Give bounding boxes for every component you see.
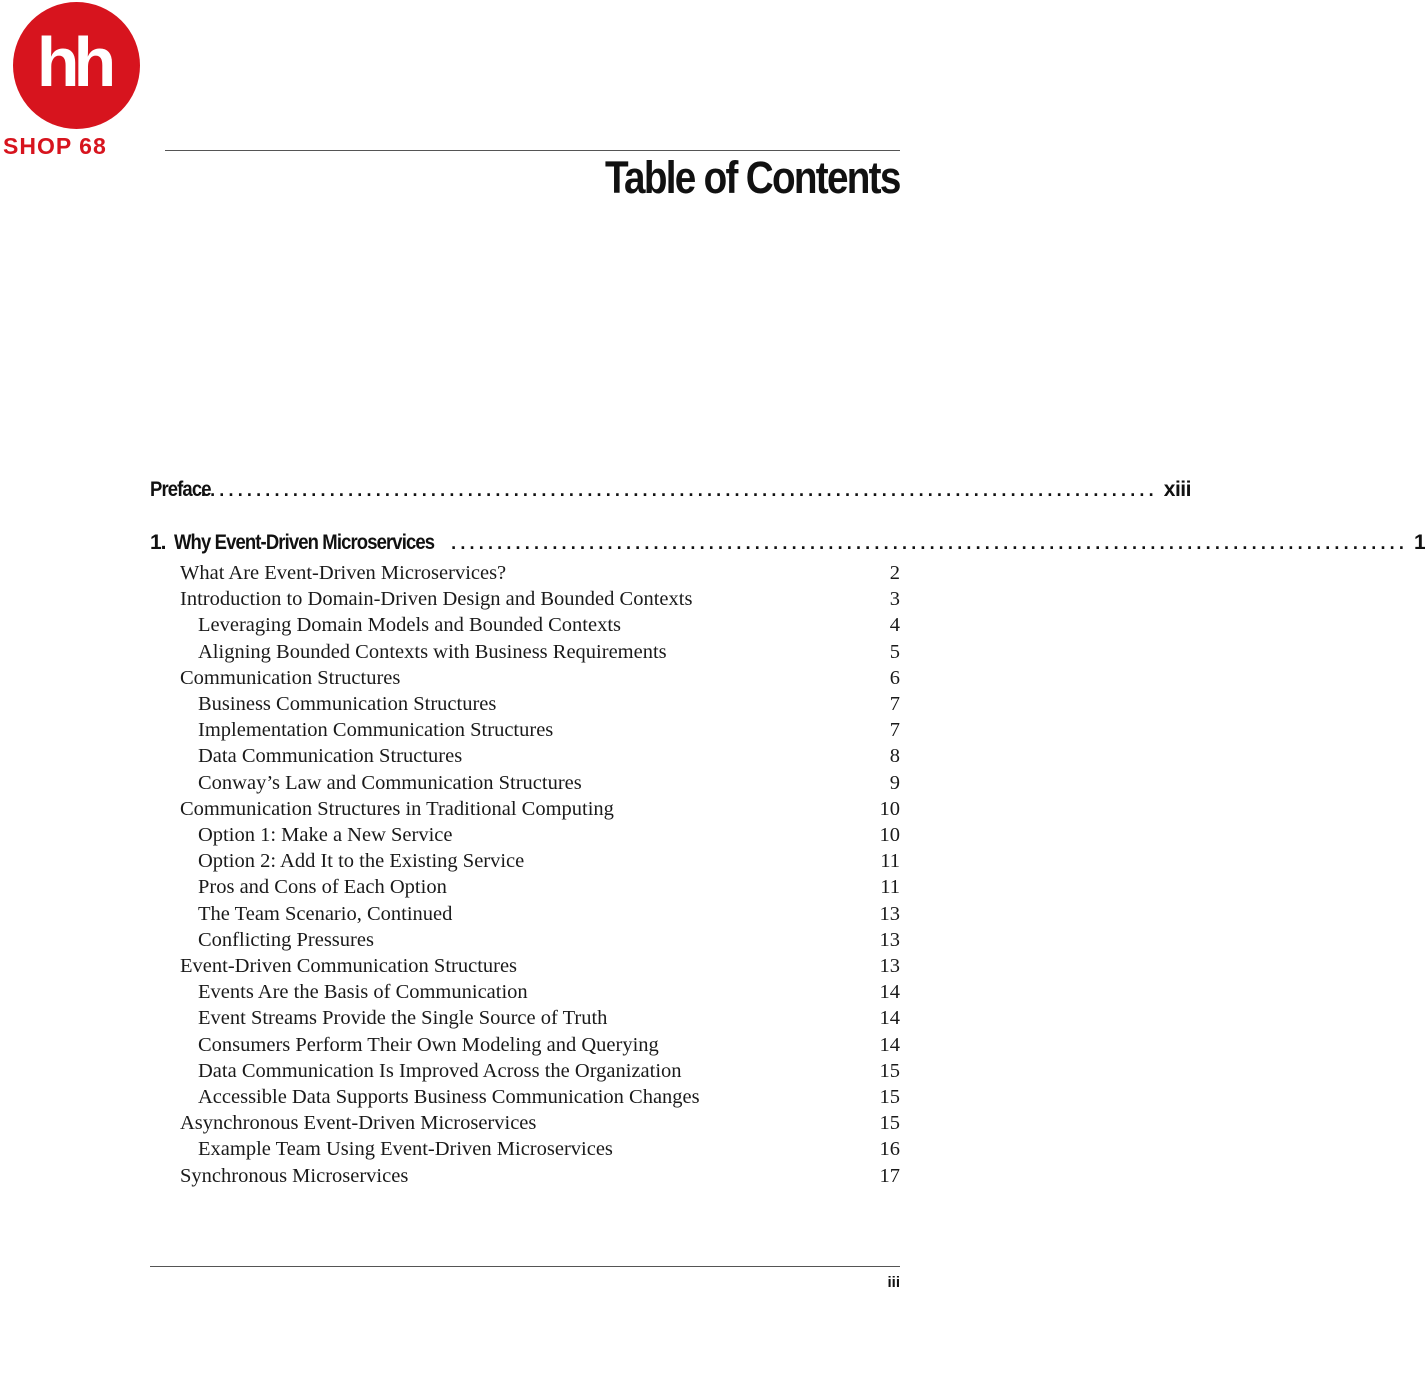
- toc-entry-page: 13: [879, 928, 900, 951]
- toc-entry-page: 10: [879, 797, 900, 820]
- toc-entry[interactable]: [198, 1032, 900, 1058]
- page-number: iii: [887, 1274, 900, 1291]
- toc-entry[interactable]: [180, 586, 900, 612]
- toc-entry-label: Pros and Cons of Each Option: [198, 876, 447, 899]
- toc-entry-label: Consumers Perform Their Own Modeling and Querying: [198, 1033, 659, 1056]
- toc-entry-label: Option 1: Make a New Service: [198, 824, 453, 846]
- toc-entry[interactable]: [198, 1084, 900, 1110]
- preface-label: Preface: [150, 478, 211, 501]
- chapter-page: 1: [1414, 531, 1425, 554]
- toc-entry-label: Asynchronous Event-Driven Microservices: [180, 1112, 537, 1135]
- toc-entry-label: Events Are the Basis of Communication: [198, 981, 528, 1004]
- toc-entry-label: Conflicting Pressures: [198, 928, 374, 951]
- leader-dots: ........................................................................................................: [200, 480, 1158, 500]
- toc-entry-page: 7: [889, 719, 900, 742]
- toc-entry-page: 17: [879, 1164, 900, 1187]
- toc-entry-label: Event Streams Provide the Single Source of Truth: [198, 1007, 608, 1030]
- toc-entry-page: 8: [889, 745, 900, 768]
- toc-entry[interactable]: [180, 953, 900, 979]
- toc-entry-label: Conway’s Law and Communication Structures: [198, 771, 582, 794]
- toc-entry[interactable]: [198, 927, 900, 953]
- toc-entry[interactable]: [180, 796, 900, 822]
- leader-dots: ........................................................................................................: [451, 533, 1409, 553]
- toc-entry-page: 13: [879, 955, 900, 977]
- toc-entry[interactable]: [198, 1136, 900, 1162]
- toc-entry-page: 15: [879, 1086, 900, 1108]
- toc-entry-page: 6: [889, 666, 900, 689]
- page-title: Table of Contents: [605, 152, 900, 203]
- toc-entry[interactable]: [198, 822, 900, 848]
- toc-entry-page: 9: [889, 771, 900, 794]
- toc-entry-page: 7: [889, 693, 900, 715]
- toc-entry[interactable]: [180, 560, 900, 586]
- toc-entry-label: Example Team Using Event-Driven Microservices: [198, 1138, 613, 1161]
- toc-entry-label: Data Communication Is Improved Across the Organization: [198, 1059, 682, 1082]
- toc-entry-label: Introduction to Domain-Driven Design and Bounded Contexts: [180, 588, 693, 611]
- toc-entry-label: Business Communication Structures: [198, 693, 497, 715]
- toc-entry[interactable]: [198, 979, 900, 1005]
- toc-entry-label: What Are Event-Driven Microservices?: [180, 562, 507, 584]
- toc-entry-label: Data Communication Structures: [198, 745, 463, 768]
- toc-entry[interactable]: [198, 743, 900, 769]
- toc-entry-page: 15: [879, 1112, 900, 1135]
- toc-entry-page: 11: [880, 876, 900, 899]
- toc-entry-page: 4: [889, 614, 900, 637]
- toc-entry-label: Implementation Communication Structures: [198, 719, 554, 742]
- logo-mark: hh: [36, 22, 111, 101]
- bottom-rule: [150, 1266, 900, 1267]
- shop-logo: [3, 2, 141, 162]
- toc-entry[interactable]: [198, 691, 900, 717]
- toc-entry-label: The Team Scenario, Continued: [198, 902, 453, 925]
- toc-entry[interactable]: [180, 665, 900, 691]
- toc-entry[interactable]: [198, 1058, 900, 1084]
- top-rule: [165, 150, 900, 151]
- toc-entry[interactable]: [198, 770, 900, 796]
- toc-entry-page: 10: [879, 824, 900, 846]
- toc-entry-label: Accessible Data Supports Business Communication Changes: [198, 1086, 700, 1108]
- toc-entry-page: 14: [879, 1007, 900, 1030]
- toc-entry-page: 2: [889, 562, 900, 584]
- toc-entry-label: Communication Structures in Traditional Computing: [180, 797, 614, 820]
- toc-entry-page: 3: [889, 588, 900, 611]
- toc-entry-page: 14: [879, 1033, 900, 1056]
- toc-entry[interactable]: [180, 1110, 900, 1136]
- toc-entry[interactable]: [198, 612, 900, 638]
- toc-entry-page: 14: [879, 981, 900, 1004]
- toc-entry[interactable]: [198, 639, 900, 665]
- toc-entry-label: Option 2: Add It to the Existing Service: [198, 850, 525, 873]
- toc-entry[interactable]: [198, 717, 900, 743]
- toc-entry-page: 13: [879, 902, 900, 925]
- toc-entry-page: 11: [880, 850, 900, 873]
- preface-entry[interactable]: [150, 478, 1191, 502]
- toc-entry-page: 15: [879, 1059, 900, 1082]
- toc-entry[interactable]: [180, 1163, 900, 1189]
- toc-entry-label: Synchronous Microservices: [180, 1164, 409, 1187]
- toc-entry[interactable]: [198, 848, 900, 874]
- toc-entry-label: Leveraging Domain Models and Bounded Contexts: [198, 614, 622, 637]
- logo-circle: [13, 2, 140, 129]
- preface-page: xiii: [1163, 478, 1191, 501]
- chapter-1-entry[interactable]: [150, 531, 1425, 555]
- logo-text: SHOP 68: [3, 133, 107, 159]
- toc-entry[interactable]: [198, 1005, 900, 1031]
- toc-entry-label: Aligning Bounded Contexts with Business Requirements: [198, 640, 667, 663]
- chapter-number: 1.: [150, 531, 166, 554]
- toc-entry-page: 16: [879, 1138, 900, 1161]
- toc-entry-page: 5: [889, 640, 900, 663]
- toc-entry-label: Event-Driven Communication Structures: [180, 955, 518, 977]
- toc-entry[interactable]: [198, 874, 900, 900]
- toc-entry[interactable]: [198, 901, 900, 927]
- toc-entry-label: Communication Structures: [180, 666, 401, 689]
- chapter-title: Why Event-Driven Microservices: [173, 531, 434, 554]
